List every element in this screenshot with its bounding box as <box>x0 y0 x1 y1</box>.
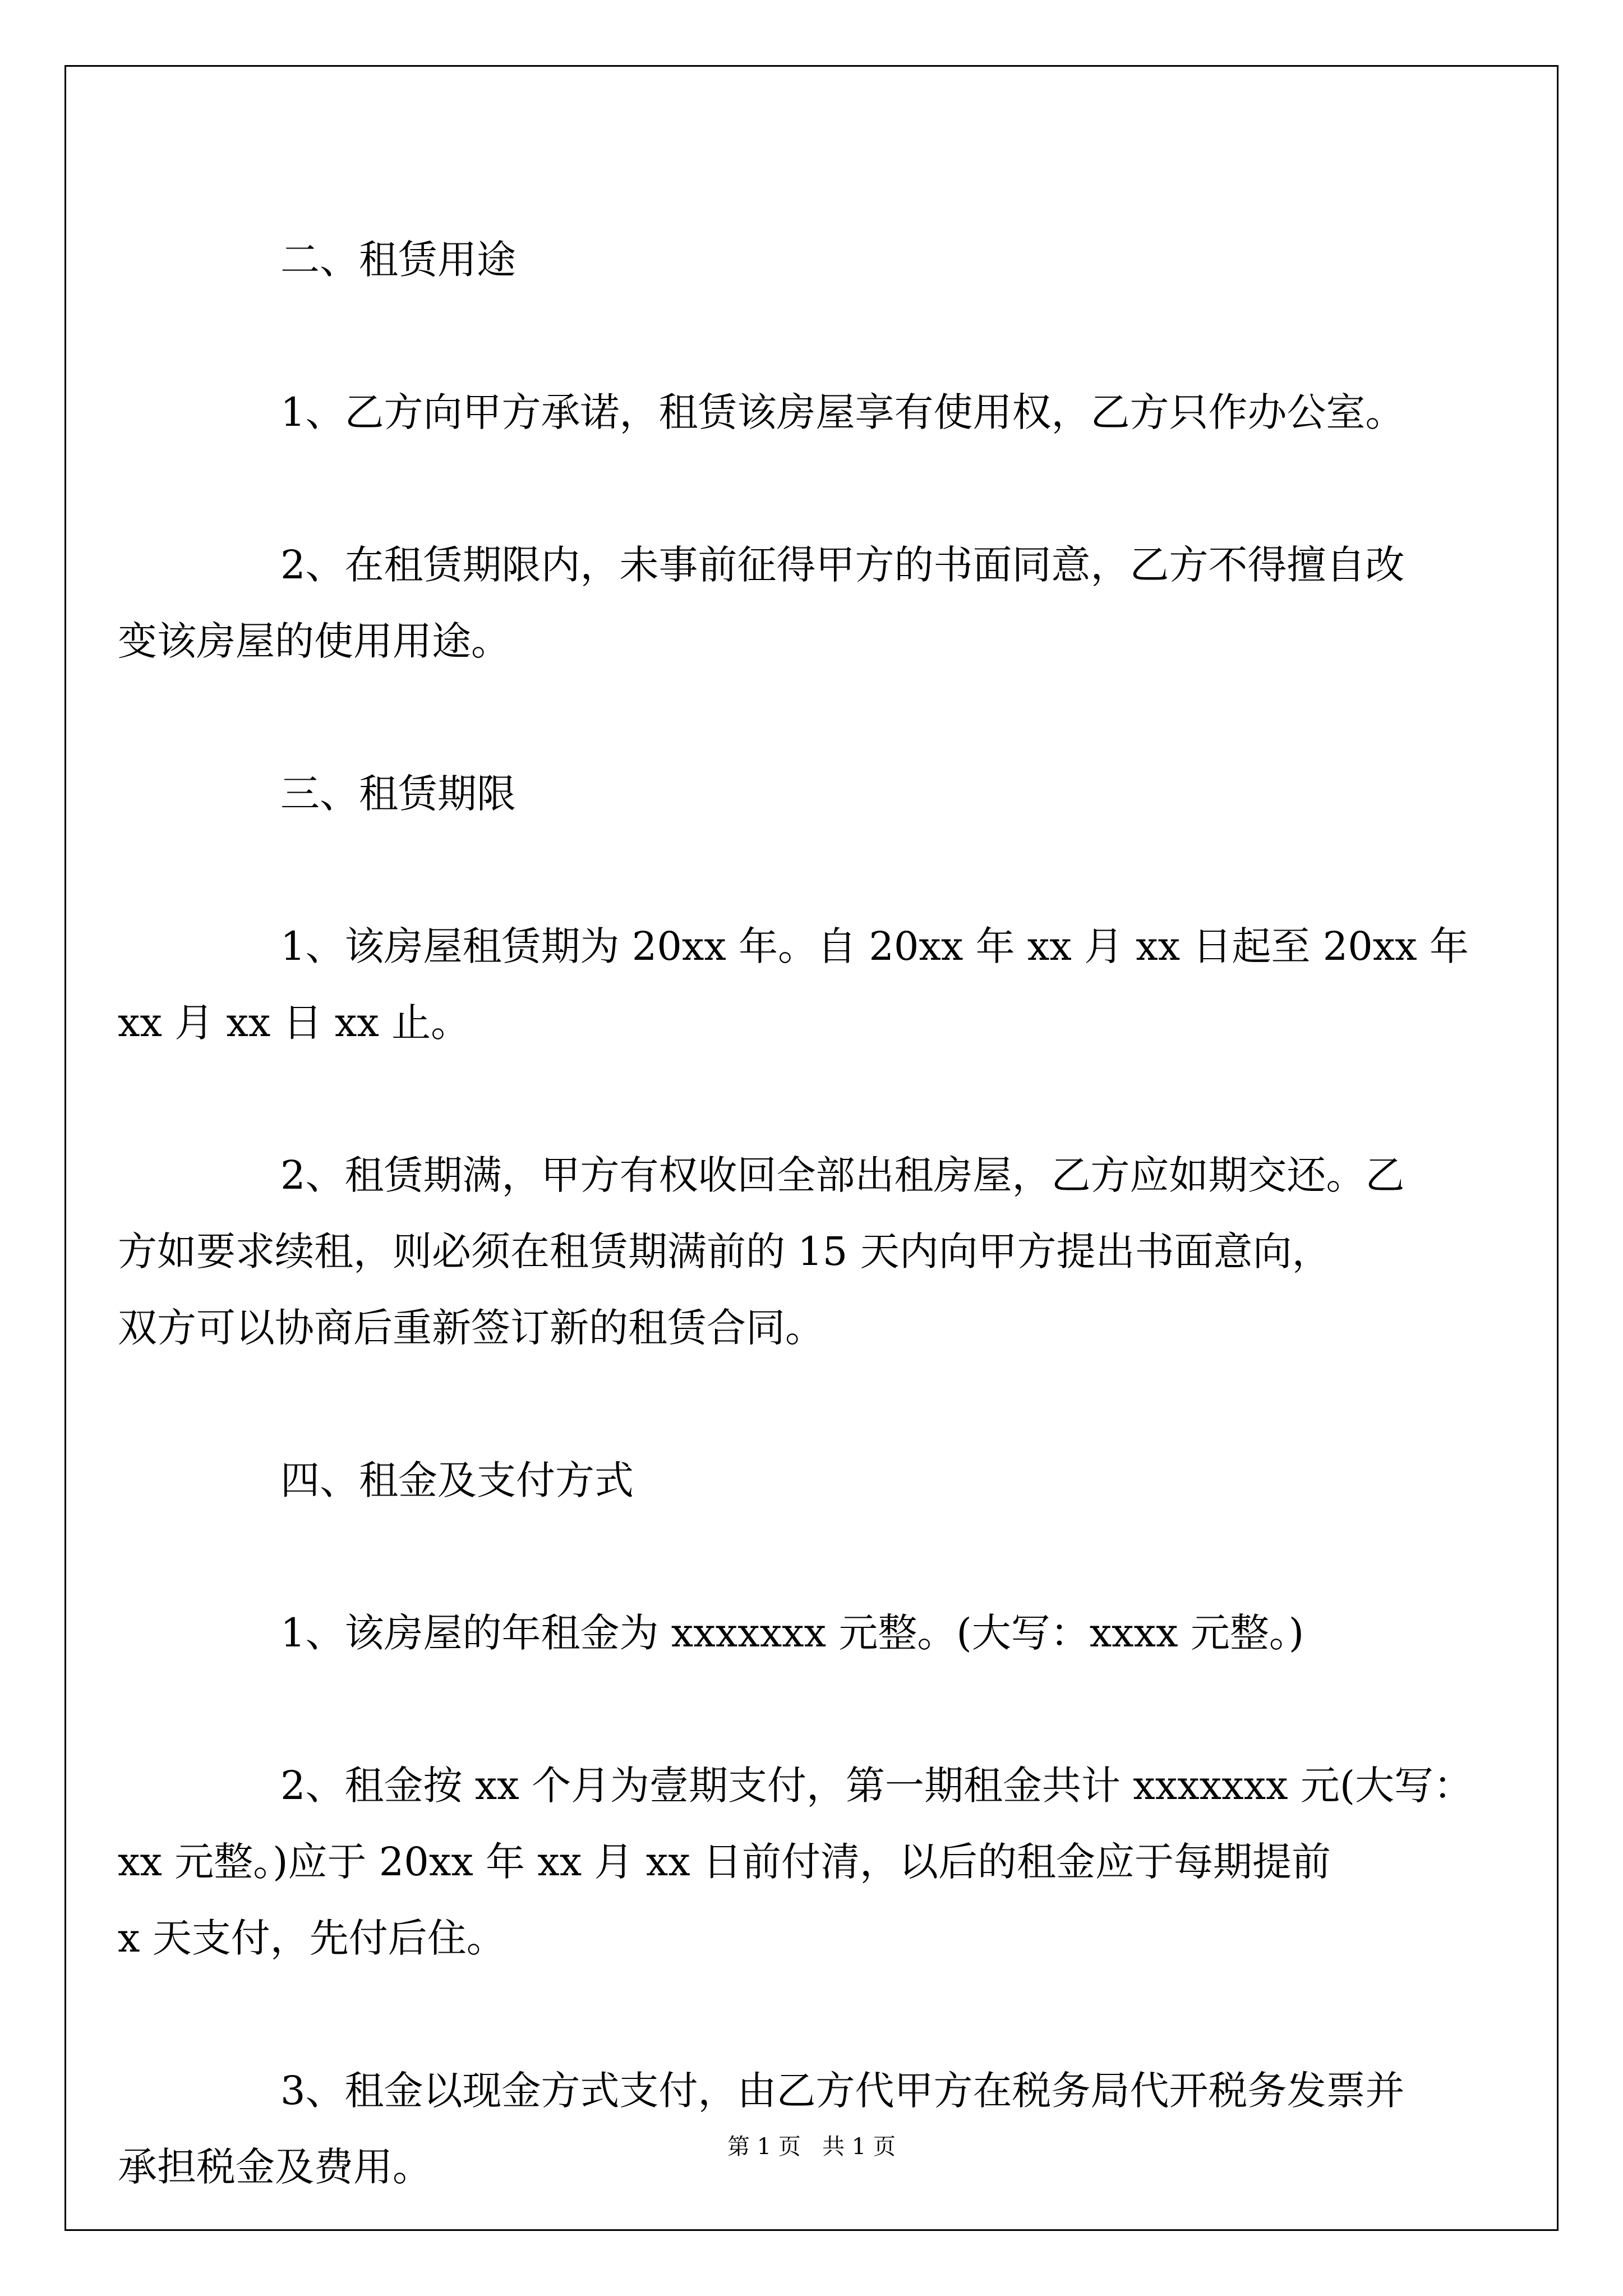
paragraph-line: x 天支付，先付后住。 <box>118 1915 506 1961</box>
document-body <box>118 222 1473 2281</box>
paragraph-line: 2、租金按 xx 个月为壹期支付，第一期租金共计 xxxxxxx 元(大写： <box>280 1763 1473 1809</box>
page-total-label: 共 1 页 <box>822 2134 896 2160</box>
paragraph-3-2 <box>118 1137 1422 1366</box>
page-footer <box>0 2129 1623 2161</box>
paragraph-line: 2、租赁期满，甲方有权收回全部出租房屋，乙方应如期交还。乙 <box>280 1152 1405 1198</box>
paragraph-section-4-heading <box>199 1442 1422 1519</box>
paragraph-line: 双方可以协商后重新签订新的租赁合同。 <box>118 1305 824 1351</box>
paragraph-line: 1、该房屋租赁期为 20xx 年。自 20xx 年 xx 月 xx 日起至 20xx 年 <box>280 923 1469 969</box>
paragraph-section-2-heading <box>199 222 1422 298</box>
paragraph-line: 方如要求续租，则必须在租赁期满前的 15 天内向甲方提出书面意向， <box>118 1228 1331 1274</box>
paragraph-line: 变该房屋的使用用途。 <box>118 618 510 664</box>
paragraph-2-1 <box>199 374 1422 450</box>
paragraph-3-1 <box>118 908 1469 1061</box>
paragraph-4-1 <box>199 1595 1422 1671</box>
paragraph-2-2 <box>118 527 1422 679</box>
paragraph-line: 二、租赁用途 <box>280 237 516 283</box>
paragraph-line: 3、租金以现金方式支付，由乙方代甲方在税务局代开税务发票并 <box>280 2068 1405 2114</box>
paragraph-line: 四、租金及支付方式 <box>280 1457 634 1503</box>
paragraph-line: xx 元整。)应于 20xx 年 xx 月 xx 日前付清，以后的租金应于每期提前 <box>118 1839 1331 1885</box>
page-number-label: 第 1 页 <box>727 2134 801 2160</box>
paragraph-line: 1、乙方向甲方承诺，租赁该房屋享有使用权，乙方只作办公室。 <box>280 389 1405 435</box>
paragraph-line: 三、租赁期限 <box>280 771 516 817</box>
paragraph-line: 承担税金及费用。 <box>118 2144 432 2190</box>
paragraph-line: 2、在租赁期限内，未事前征得甲方的书面同意，乙方不得擅自改 <box>280 542 1405 588</box>
paragraph-section-3-heading <box>199 756 1422 832</box>
paragraph-line: 1、该房屋的年租金为 xxxxxxx 元整。(大写：xxxx 元整。) <box>280 1610 1304 1656</box>
paragraph-4-2 <box>118 1747 1473 1976</box>
paragraph-line: xx 月 xx 日 xx 止。 <box>118 1000 471 1046</box>
